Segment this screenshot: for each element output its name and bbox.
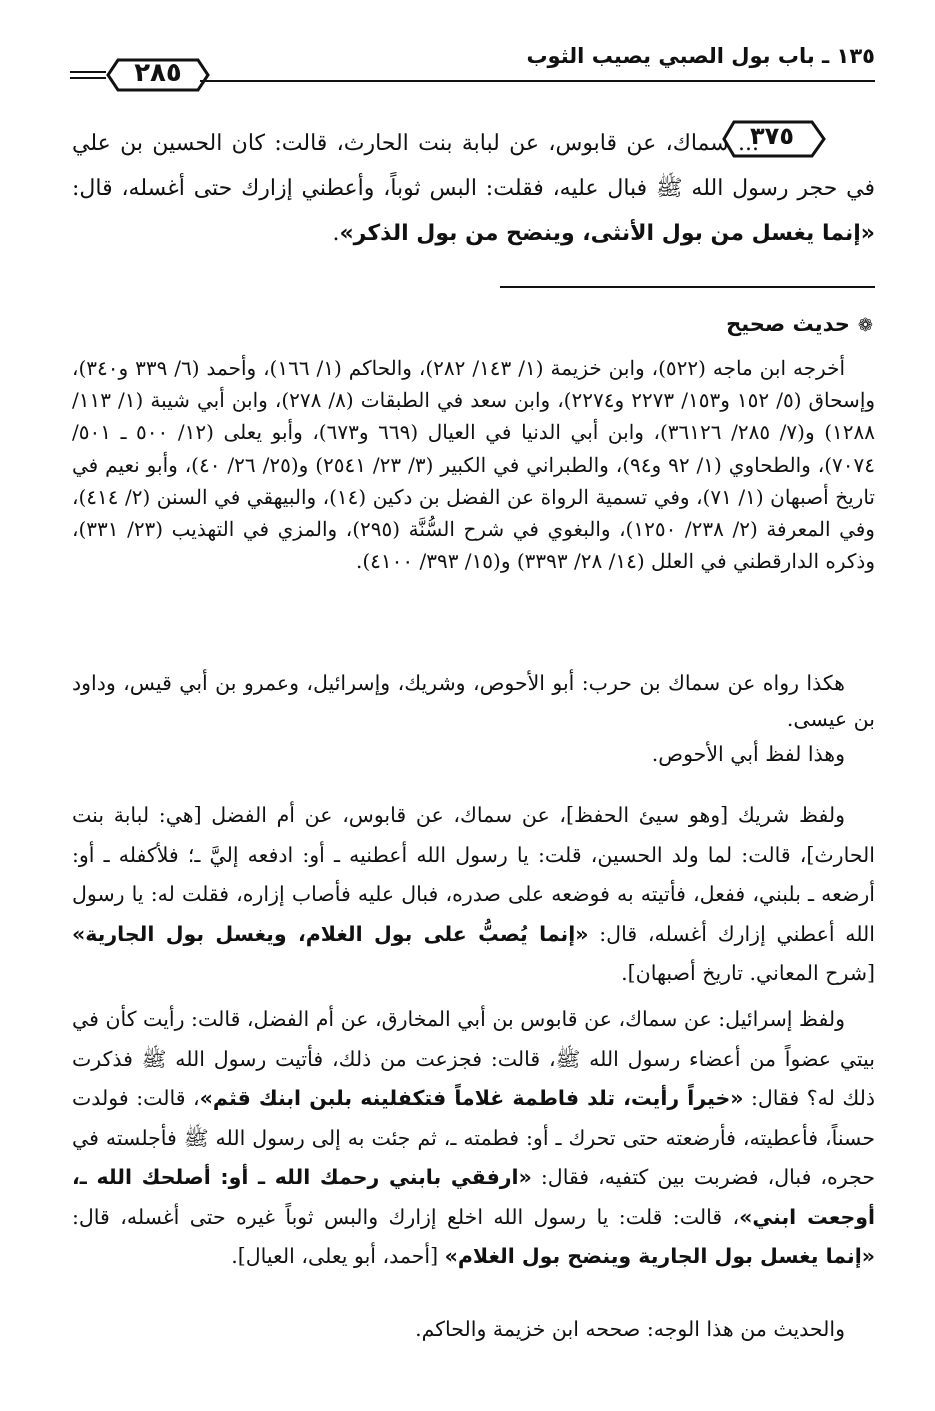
page-number: ٢٨٥ bbox=[134, 58, 182, 88]
paragraph-israil-wording bbox=[72, 1000, 875, 1277]
hadith-text-post: . bbox=[332, 221, 340, 246]
p4-text-b: «خيراً رأيت، تلد فاطمة غلاماً فتكفلينه بلبن ابنك قثم» bbox=[199, 1086, 744, 1110]
p4-text-e: ، قالت: قلت: يا رسول الله اخلع إزارك والبس ثوباً غيره حتى أغسله، قال: bbox=[72, 1204, 740, 1229]
p3-text-bold: «إنما يُصبُّ على بول الغلام، ويغسل بول الجارية» bbox=[72, 921, 589, 946]
paragraph-wording-note: وهذا لفظ أبي الأحوص. bbox=[651, 742, 845, 766]
p4-text-f: «إنما يغسل بول الجارية وينضح بول الغلام» bbox=[444, 1244, 875, 1268]
grade-label: حديث صحيح bbox=[726, 312, 850, 336]
p3-text-pre: ولفظ شريك [وهو سيئ الحفظ]، عن سماك، عن قابوس، عن أم الفضل [هي: لبابة بنت الحارث]، قالت: لما ولد الحسين، قلت: يا رسول الله أعطنيه ـ أو: ادفعه إليَّ ـ؛ فلأكفله ـ أو: أرضعه ـ بلبني، ففعل، فأتيته به فوضعه على صدره، فبال عليه فأصاب إزاره، فقلت له: يا رسول الله أعطني إزارك أغسله، قال: bbox=[72, 803, 875, 946]
p4-text-a: ولفظ إسرائيل: عن سماك، عن قابوس بن أبي المخارق، عن أم الفضل، قالت: رأيت كأن في بيتي عضواً من أعضاء رسول الله ﷺ، قالت: فجزعت من ذلك، فأتيت رسول الله ﷺ فذكرت ذلك له؟ فقال: bbox=[72, 1007, 875, 1110]
hadith-grade bbox=[726, 312, 873, 336]
ornament-icon: ❁ bbox=[857, 315, 873, 336]
takhrij-paragraph: أخرجه ابن ماجه (٥٢٢)، وابن خزيمة (١/ ١٤٣/ ٢٨٢)، والحاكم (١/ ١٦٦)، وأحمد (٦/ ٣٣٩ و٣٤٠)، وإسحاق (٥/ ١٥٢ و١٥٣/ ٢٢٧٣ و٢٢٧٤)، وابن سعد في الطبقات (٨/ ٢٧٨)، وابن أبي شيبة (١/ ١١٣/ ١٢٨٨) و(٧/ ٢٨٥/ ٣٦١٢٦)، وابن أبي الدنيا في العيال (٦٦٩ و٦٧٣)، وأبو يعلى (١٢/ ٥٠٠ ـ ٥٠١/ ٧٠٧٤)، والطحاوي (١/ ٩٢ و٩٤)، والطبراني في الكبير (٣/ ٢٣/ ٢٥٤١) و(٢٥/ ٢٦/ ٤٠)، وأبو نعيم في تاريخ أصبهان (١/ ٧١)، وفي تسمية الرواة عن الفضل بن دكين (١٤)، والبيهقي في السنن (٢/ ٤١٤)، وفي المعرفة (٢/ ٢٣٨/ ١٢٥٠)، والبغوي في شرح السُّنَّة (٢٩٥)، والمزي في التهذيب (٢٣/ ٣٣١)، وذكره الدارقطني في العلل (١٤/ ٢٨/ ٣٣٩٣) و(١٥/ ٣٩٣/ ٤١٠٠). bbox=[72, 356, 876, 574]
paragraph-narrators: هكذا رواه عن سماك بن حرب: أبو الأحوص، وشريك، وإسرائيل، وعمرو بن أبي قيس، وداود بن عيسى. bbox=[72, 671, 875, 731]
paragraph-sharik-wording bbox=[72, 796, 875, 994]
hadith-text-bold: «إنما يغسل من بول الأنثى، وينضح من بول الذكر» bbox=[339, 221, 875, 246]
p4-text-g: [أحمد، أبو يعلى، العيال]. bbox=[231, 1244, 445, 1268]
section-divider bbox=[500, 286, 875, 288]
hadith-text-pre: ... سماك، عن قابوس، عن لبابة بنت الحارث، قالت: كان الحسين بن علي في حجر رسول الله ﷺ فبال عليه، فقلت: البس ثوباً، وأعطني إزارك حتى أغسله، قال: bbox=[72, 131, 875, 201]
p3-text-post: [شرح المعاني. تاريخ أصبهان]. bbox=[621, 961, 875, 985]
paragraph-authentication: والحديث من هذا الوجه: صححه ابن خزيمة والحاكم. bbox=[415, 1317, 845, 1341]
header-rule bbox=[200, 80, 875, 82]
hadith-number: ٣٧٥ bbox=[750, 122, 794, 150]
hadith-text bbox=[72, 121, 875, 256]
p4-text-d: «ارفقي بابني رحمك الله ـ أو: أصلحك الله ـ، أوجعت ابني» bbox=[72, 1165, 875, 1229]
chapter-title: ١٣٥ ـ باب بول الصبي يصيب الثوب bbox=[526, 44, 875, 68]
page-number-badge bbox=[70, 56, 210, 96]
p4-text-c: ، قالت: فولدت حسناً، فأعطيته، فأرضعته حتى تحرك ـ أو: فطمته ـ، ثم جئت به إلى رسول الله ﷺ فأجلسته في حجره، فبال، فضربت بين كتفيه، فقال: bbox=[72, 1086, 875, 1189]
